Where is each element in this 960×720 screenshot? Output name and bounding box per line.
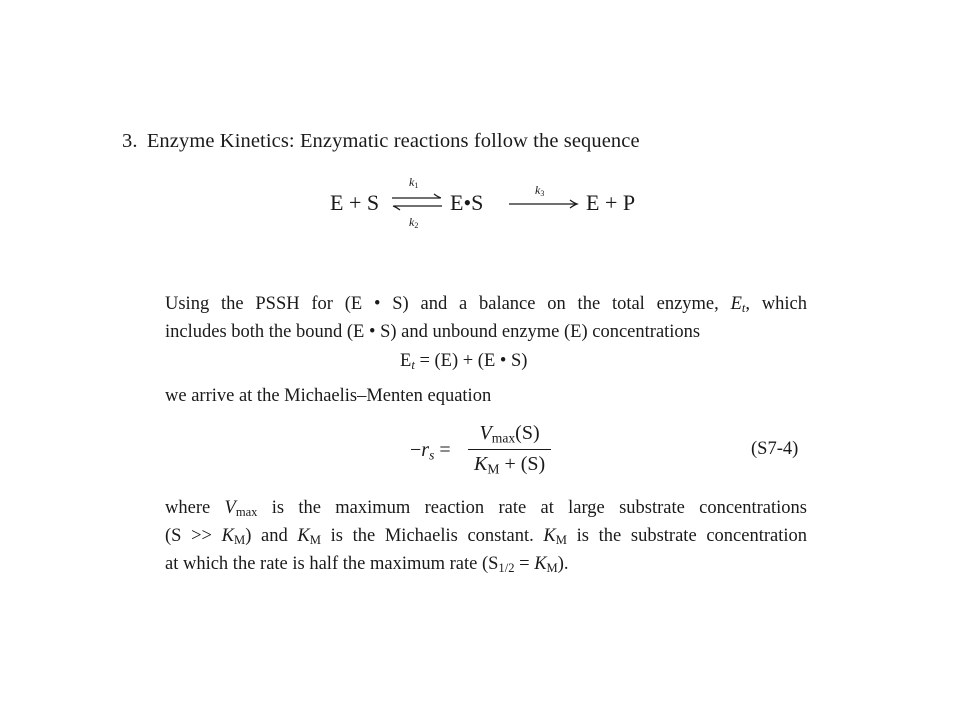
scheme-products: E + P: [586, 190, 636, 215]
paragraph-pssh: [165, 292, 807, 344]
para3-line2: $(S >> K_M)$ and $K_M$ is the Michaelis constant. $K_M$ is the substrate concentration: [165, 526, 807, 548]
rate-constant-k1: $k_1$: [409, 175, 419, 190]
rate-constant-k2: $k_2$: [409, 215, 419, 230]
para3-line1: where $V_{max}$ is the maximum reaction rate at large substrate concentrations: [165, 498, 807, 520]
equation-number: (S7-4): [751, 439, 799, 459]
mm-denominator: $K_M + (S)$: [474, 453, 546, 477]
para3-line3: at which the rate is half the maximum rate $(S_{1/2} = K_M)$.: [165, 554, 569, 576]
enzyme-balance-equation: $E_t = (E) + (E$ • S): [400, 351, 528, 373]
forward-arrow: [508, 196, 580, 212]
paragraph-definitions: [165, 496, 807, 580]
scheme-reactants: E + S: [330, 190, 380, 215]
scheme-complex: E•S: [450, 190, 484, 215]
heading-number: 3.: [122, 130, 138, 152]
section-heading: [122, 130, 640, 153]
mm-fraction: [468, 422, 551, 478]
mm-numerator: $V_{max}(S)$: [468, 422, 551, 450]
mm-lhs: $-r_s$ =: [410, 439, 451, 463]
equilibrium-arrows: [390, 186, 444, 218]
rate-constant-k3: $k_3$: [535, 183, 545, 198]
heading-text: Enzyme Kinetics: Enzymatic reactions follow the sequence: [146, 130, 640, 152]
para1-line2: includes both the bound (E • S) and unbound enzyme (E) concentrations: [165, 322, 701, 343]
para1-line1: Using the PSSH for (E • S) and a balance on the total enzyme, $E_t$, which: [165, 294, 807, 316]
paragraph-arrive: we arrive at the Michaelis–Menten equation: [165, 386, 492, 406]
